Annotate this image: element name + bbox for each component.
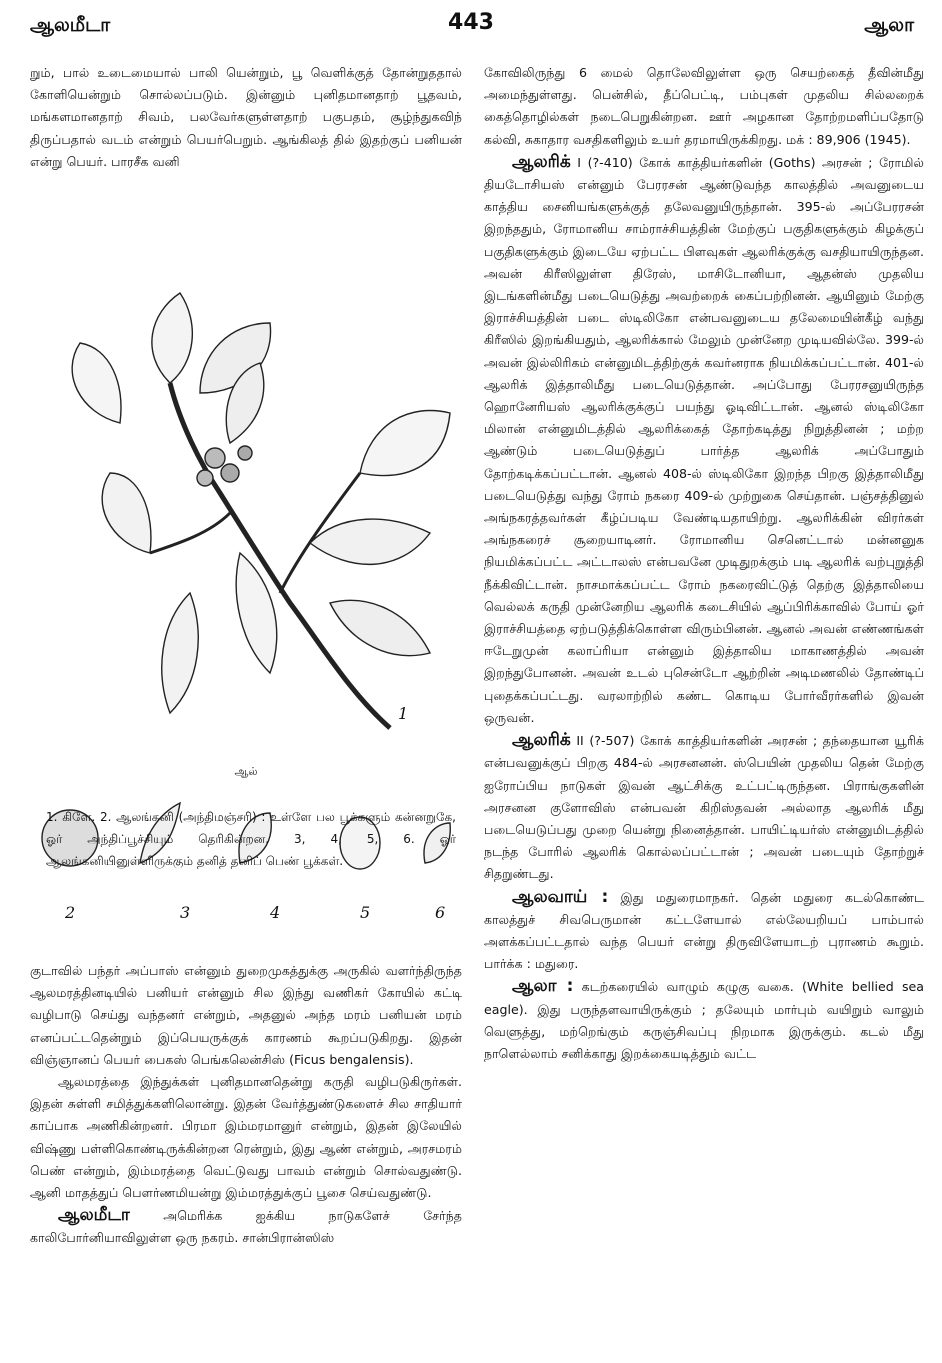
figure-label-1: 1 [398,704,409,724]
left-lower-text [30,960,462,1250]
alameda-text: அமெரிக்க ஐக்கிய நாடுகளேச் சேர்ந்த காலிபோர்னியாவிலுள்ள ஒரு நகரம். சான்பிரான்ஸிஸ் [30,1208,462,1246]
figure-label-4: 4 [270,903,281,923]
figure-caption: 1. கிளே. 2. ஆலங்கனி (அந்திமஞ்சரி) : உள்ளே பல பூக்களும் கன்னறுகே, ஓர் அந்திப்பூச்சியும் தெரிகின்றன. 3, 4, 5, 6. ஓர் ஆலங்கனியினுள்ளிருக்கும் தனித் தனிப் பெண் பூக்கள். [46,810,456,868]
figure-title: ஆல் [234,765,258,778]
ala-text: கடற்கரையில் வாழும் கழுகு வகை. (White bellied sea eagle). இது பருந்தளவாயிருக்கும் ; தலேயும் மார்பும் வயிறும் வாலும் வெளுத்து, மற்றெங்கும் கருஞ்சிவப்பு நிறமாக இருக்கும். கடல் மீது நாளெல்லாம் சனிக்காது இறக்கையடித்தும் வட்ட [484,979,924,1061]
alaric-i-headword: ஆலரிக் [512,151,571,172]
ala-entry [484,975,924,1065]
figure-label-3: 3 [180,903,191,923]
running-head-left: ஆலமீடா [30,14,111,36]
alaric-ii-headword: ஆலரிக் [512,730,571,751]
figure-label-5: 5 [360,903,371,923]
alaric-i-text: I (?-410) கோக் காத்தியர்களின் (Goths) அரசன் ; ரோமில் தியடோசியஸ் என்னும் பேரரசன் ஆண்டுவந்த காலத்தில் அவனுடைய காத்திய சைனியங்களுக்குத் தலேவனுயிருந்தான். 395-ல் அப்பேரரசன் இறந்ததும், ரோமானிய சாம்ராச்சியத்தின் மேற்குப் பகுதிகளுக்கும் கிழக்குப் பகுதிகளுக்கும் இடையே ஏற்பட்ட பிளவுகள் ஆலரிக்குக்கு வசதியாயிருந்தன. அவன் கிரீஸிலுள்ள திரேஸ், மாசிடோனியா, ஆதன்ஸ் முதலிய இடங்களின்மீது படையெடுத்து அவற்றைக் கைப்பற்றினன். ஆயினும் மேற்கு இராச்சியத்தின் படை ஸ்டிலிகோ என்பவனுடைய தலேமையின்கீழ் வந்து கிரீஸில் இறங்கியதும், ஆலரிக்கால் மேலும் முன்னேற முடியவில்லே. 399-ல் அவன் இல்லிரிகம் என்னுமிடத்திற்குக் கவர்னராக நியமிக்கப்பட்டான். 401-ல் ஆலரிக் இத்தாலிமீது படையெடுத்தான். அப்போது பேரரசனுயிருந்த ஹொனேரியஸ் ஆலரிக்குக்குப் பயந்து ஓடிவிட்டான். ஆனல் ஸ்டிலிகோ மிலான் என்னுமிடத்தில் ஆலரிக்கைத் தோற்கடித்து நிறுத்தினன் ; மற்ற ஆண்டும் படையெடுத்துப் பார்த்த ஆலரிக் அப்போதும் தோற்கடிக்கப்பட்டான். ஆனல் 408-ல் ஸ்டிலிகோ இறந்த பிறகு இத்தாலிமீது படையெடுத்து வந்து ரோம் நகரை 409-ல் முற்றுகை செய்தான். பஞ்சத்தினுல் அங்நகரத்தவர்கள் கீழ்ப்படிய வேண்டியதாயிற்று. ஆலரிக்கின் விரர்கள் அங்நகரைச் சூறையாடினர். ரோமானிய செனெட்டால் மன்னனுக நியமிக்கப்பட்ட அட்டாலஸ் என்பவனே முடிதுறக்கும் படி ஆலரிக் வற்புறுத்தி நீக்கிவிட்டான். நாசமாக்கப்பட்ட ரோம் நகரைவிட்டுத் தெற்கு இத்தாலியை வெல்லக் கருதி முன்னேறிய ஆலரிக் கடைசியில் ஆப்பிரிக்காவில் போய் ஓர் இராச்சியத்தை ஏற்படுத்திக்கொள்ள விரும்பினன். ஆனல் அவன் எண்ணங்கள் ஈடேறுமுன் கலாப்ரியா என்னும் இத்தாலிய மாகாணத்தில் அவன் இறந்துபோனன். அவன் உடல் புசென்டோ ஆற்றின் அடிமணலில் தோண்டிப் புதைக்கப்பட்டது. வரலாற்றில் கண்ட கொடிய போர்வீரர்களில் இவன் ஒருவன். [484,154,924,725]
banyan-name-origin-paragraph: குடாவில் பந்தர் அப்பாஸ் என்னும் துறைமுகத்துக்கு அருகில் வளர்ந்திருந்த ஆலமரத்தினடியில் பனியர் என்னும் சில இந்து வணிகர் கோயில் கட்டி வழிபாடு செய்து வந்தனர் என்றும், அதனுல் அந்த மரம் பனியன் மரம் எனப்பட்டதென்றும் இப்பெயருக்குக் காரணம் கூறப்படுகிறது. இதன் விஞ்ஞானப் பெயர் பைகஸ் பெங்கலென்சிஸ் (Ficus bengalensis). [30,963,462,1067]
alaric-ii-text: II (?-507) கோக் காத்தியர்களின் அரசன் ; தந்தையான யூரிக் என்பவனுக்குப் பிறகு 484-ல் அரசனனன். ஸ்பெயின் முதலிய தென் மேற்கு ஐரோப்பிய நாடுகள் இவன் ஆட்சிக்கு உட்பட்டிருந்தன. பிராங்குகளின் அரசனன குளோவிஸ் என்பவன் கிறிஸ்தவன் அல்லாத ஆலரிக் மீது படையெடுப்பது முறை யென்று நினைத்தான். பாயிட்டியர்ஸ் என்னுமிடத்தில் நடந்த போரில் ஆலரிக் கொல்லப்பட்டான் ; அவன் படையும் தோற்றுச் சிதறுண்டது. [484,733,924,882]
figure-label-6: 6 [435,903,446,923]
ala-headword: ஆலா : [512,976,574,997]
page-header [0,6,942,46]
figure-label-2: 2 [65,903,76,923]
alavai-entry [484,886,924,976]
page-number: 443 [448,10,494,35]
alameda-headword: ஆலமீடா [58,1205,130,1226]
alavai-text: இது மதுரைமாநகர். தென் மதுரை கடல்கொண்ட காலத்துச் சிவபெருமான் கட்டளேயால் எல்லேயறியப் பாம்பால் அளக்கப்பட்டதால் வந்த பெயர் என்று திருவிளேயாடற் புராணம் கூறும். பார்க்க : மதுரை. [484,889,924,972]
running-head-right: ஆலா [864,14,914,36]
banyan-worship-paragraph: ஆலமரத்தை இந்துக்கள் புனிதமானதென்று கருதி வழிபடுகிருர்கள். இதன் சுள்ளி சமித்துக்களிலொன்று. இதன் வேர்த்துண்டுகளைச் சில சாதியார் காப்பாக அணிகின்றனர். பிரமா இம்மரமானுர் என்றும், இதன் இலேயில் விஷ்ணு பள்ளிகொண்டிருக்கின்றன ரென்றும், இது ஆண் என்றும், அரசமரம் பெண் என்றும், இம்மரத்தை வெட்டுவது பாவம் என்றும் சொல்வதுண்டு. ஆனி மாதத்துப் பௌர்ணமியன்று இம்மரத்துக்குப் பூசை செய்வதுண்டு. [30,1074,462,1201]
alameda-continuation: கோவிலிருந்து 6 மைல் தொலேவிலுள்ள ஒரு செயற்கைத் தீவின்மீது அமைந்துள்ளது. பென்சில், தீப்பெட்டி, பம்புகள் முதலிய சில்லறைக் கைத்தொழில்கள் நடைபெறுகின்றன. ஊர் அழகான தோற்றமளிப்பதோடு கல்வி, சுகாதார வசதிகளிலும் உயர் தரமாயிருக்கிறது. மக் : 89,906 (1945). [484,65,924,147]
alavai-headword: ஆலவாய் : [512,886,609,907]
left-intro-paragraph: றும், பால் உடைமையால் பாலி யென்றும், பூ வெளிக்குத் தோன்றுததால் கோளியென்றும் சொல்லப்படும். இன்னும் புனிதமானதாற் பூதவம், மங்களமானதாற் சிவம், பலவேர்களுள்ளதாற் பகுபதம், சூழ்ந்துகவிந் திருப்பதால் வடம் என்றும் பெயர்பெறும். ஆங்கிலத் தில் இதற்குப் பனியன் என்று பெயர். பாரசீக வனி [30,65,462,169]
right-column [484,62,924,1065]
alaric-ii-entry [484,729,924,885]
alameda-entry [30,1204,462,1249]
alaric-i-entry [484,151,924,729]
